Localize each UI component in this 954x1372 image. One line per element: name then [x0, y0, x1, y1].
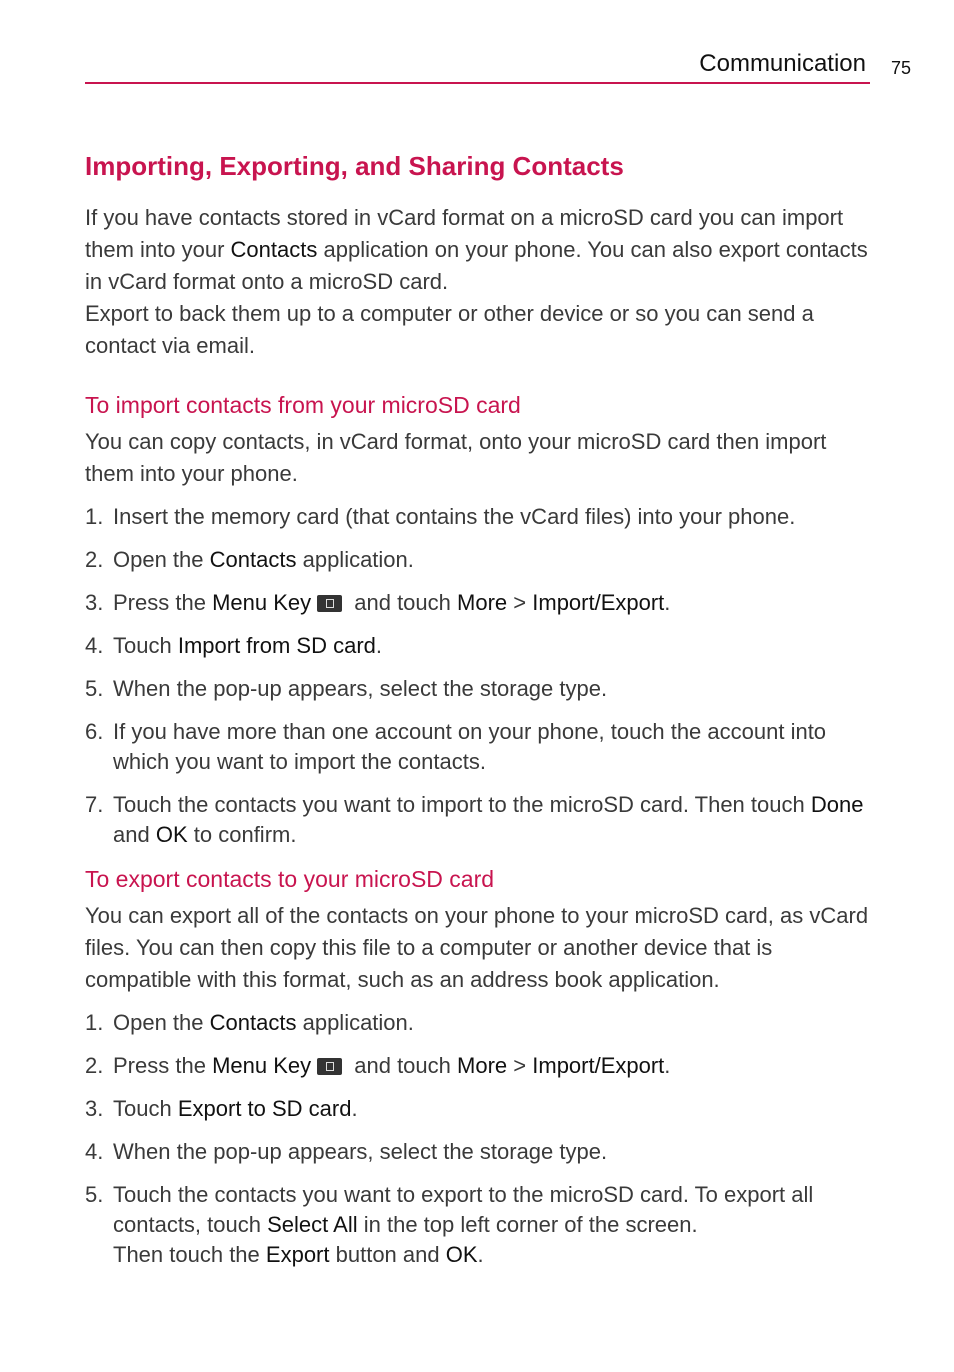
list-item: 6. If you have more than one account on your phone, touch the account into which you want to import the contacts. — [85, 719, 827, 774]
export-steps — [85, 1008, 875, 1270]
page-heading: Importing, Exporting, and Sharing Contacts — [85, 151, 624, 181]
export-intro: You can export all of the contacts on your phone to your microSD card, as vCard files. You can then copy this file to a computer or another device that is compatible with this format, such as an address book application. — [85, 903, 869, 992]
list-item: 3. Press the Menu Key and touch More > Import/Export. — [85, 590, 671, 615]
menu-key-icon — [317, 595, 342, 612]
list-item: 3. Touch Export to SD card. — [85, 1096, 358, 1121]
list-item: 7. Touch the contacts you want to import to the microSD card. Then touch Done and OK to confirm. — [85, 792, 864, 847]
menu-key-icon — [317, 1058, 342, 1075]
list-item: 5. Touch the contacts you want to export to the microSD card. To export all contacts, touch Select All in the top left corner of the screen. Then touch the Export button and OK. — [85, 1182, 814, 1267]
list-item: 1. Insert the memory card (that contains the vCard files) into your phone. — [85, 504, 796, 529]
intro-paragraph-2: Export to back them up to a computer or other device or so you can send a contact via email. — [85, 301, 814, 358]
page-header — [85, 50, 870, 84]
intro-text — [85, 202, 875, 362]
section-title: Communication — [699, 50, 866, 77]
import-heading: To import contacts from your microSD card — [85, 392, 521, 418]
import-intro: You can copy contacts, in vCard format, onto your microSD card then import them into your phone. — [85, 429, 827, 486]
export-section — [85, 864, 875, 1270]
list-item: 4. When the pop-up appears, select the storage type. — [85, 1139, 608, 1164]
page-number: 75 — [891, 58, 912, 78]
page-content — [85, 146, 875, 1283]
list-item: 2. Open the Contacts application. — [85, 547, 414, 572]
import-steps — [85, 502, 875, 850]
list-item: 4. Touch Import from SD card. — [85, 633, 383, 658]
export-heading: To export contacts to your microSD card — [85, 866, 495, 892]
contacts-app-name: Contacts — [230, 237, 318, 262]
list-item: 1. Open the Contacts application. — [85, 1010, 414, 1035]
list-item: 2. Press the Menu Key and touch More > Import/Export. — [85, 1053, 671, 1078]
intro-paragraph-1: If you have contacts stored in vCard format on a microSD card you can import them into your Contacts application on your phone. You can also export contacts in vCard format onto a microSD card. — [85, 205, 868, 294]
list-item: 5. When the pop-up appears, select the storage type. — [85, 676, 608, 701]
